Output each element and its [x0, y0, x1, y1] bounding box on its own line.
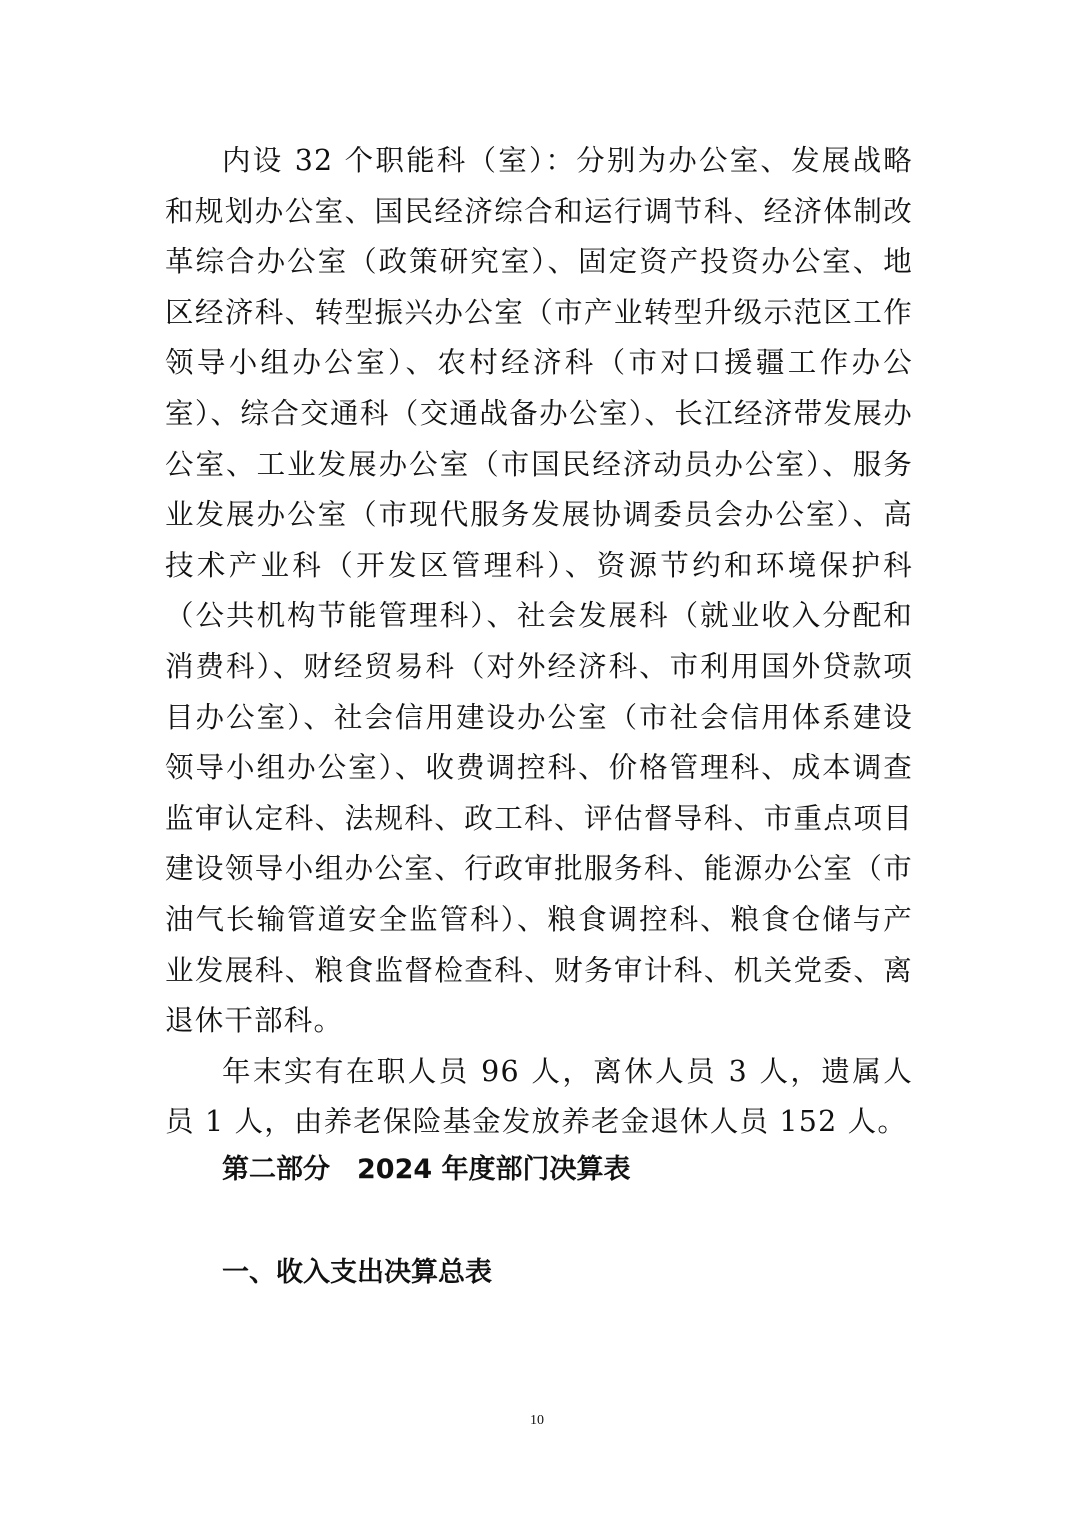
paragraph-staffing: 年末实有在职人员 96 人，离休人员 3 人，遗属人员 1 人，由养老保险基金发放养老金退休人员 152 人。: [165, 1054, 913, 1139]
body-text: [165, 136, 913, 1148]
paragraph-departments: 内设 32 个职能科（室）：分别为办公室、发展战略和规划办公室、国民经济综合和运行调节科、经济体制改革综合办公室（政策研究室）、固定资产投资办公室、地区经济科、转型振兴办公室（市产业转型升级示范区工作领导小组办公室）、农村经济科（市对口援疆工作办公室）、综合交通科（交通战备办公室）、长江经济带发展办公室、工业发展办公室（市国民经济动员办公室）、服务业发展办公室（市现代服务发展协调委员会办公室）、高技术产业科（开发区管理科）、资源节约和环境保护科（公共机构节能管理科）、社会发展科（就业收入分配和消费科）、财经贸易科（对外经济科、市利用国外贷款项目办公室）、社会信用建设办公室（市社会信用体系建设领导小组办公室）、收费调控科、价格管理科、成本调查监审认定科、法规科、政工科、评估督导科、市重点项目建设领导小组办公室、行政审批服务科、能源办公室（市油气长输管道安全监管科）、粮食调控科、粮食仓储与产业发展科、粮食监督检查科、财务审计科、机关党委、离退休干部科。: [165, 144, 913, 1038]
section-heading: 一、收入支出决算总表: [222, 1257, 492, 1288]
part-heading: 第二部分 2024 年度部门决算表: [222, 1154, 631, 1185]
page-number: 10: [530, 1413, 544, 1428]
